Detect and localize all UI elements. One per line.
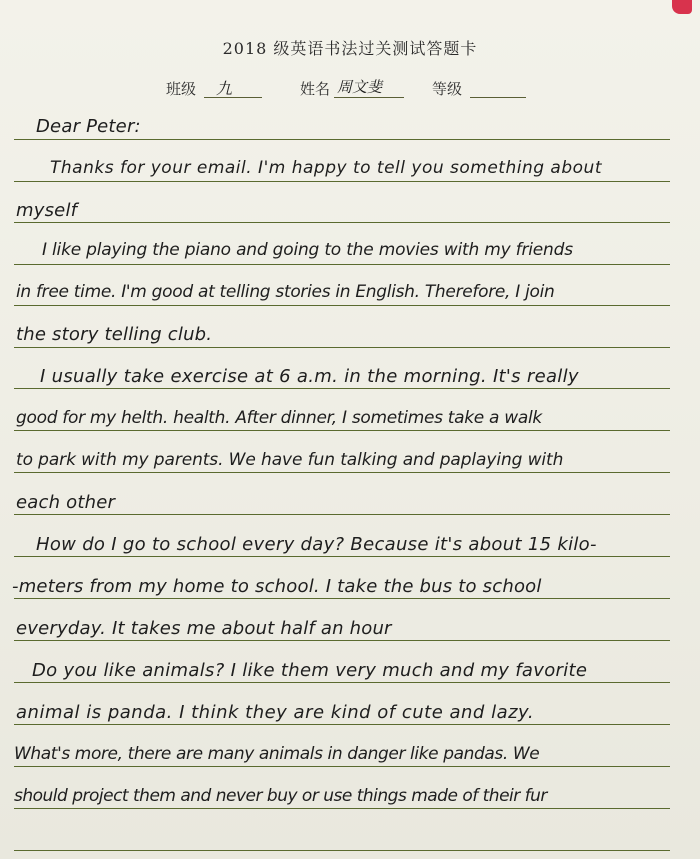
letter-line: I like playing the piano and going to the movies with my friends: [42, 240, 573, 260]
ruled-line: [14, 305, 670, 306]
letter-line: the story telling club.: [16, 324, 213, 345]
grade-blank: [470, 97, 526, 98]
letter-line: Thanks for your email. I'm happy to tell you something about: [50, 158, 602, 178]
ruled-line: [14, 222, 670, 223]
corner-mark: [672, 0, 692, 14]
letter-line: -meters from my home to school. I take the bus to school: [12, 576, 542, 597]
letter-line: What's more, there are many animals in danger like pandas. We: [14, 744, 540, 764]
letter-line: How do I go to school every day? Because it's about 15 kilo-: [36, 534, 597, 555]
letter-line: to park with my parents. We have fun talking and paplaying with: [16, 450, 564, 470]
letter-line: should project them and never buy or use things made of their fur: [14, 786, 547, 806]
letter-line: in free time. I'm good at telling stories in English. Therefore, I join: [16, 282, 555, 302]
ruled-line: [14, 264, 670, 265]
letter-line: animal is panda. I think they are kind of cute and lazy.: [16, 702, 535, 723]
name-label: 姓名: [300, 80, 331, 98]
ruled-line: [14, 766, 670, 767]
letter-line: each other: [16, 492, 116, 513]
ruled-line: [14, 850, 670, 851]
grade-label: 等级: [432, 80, 463, 98]
ruled-line: [14, 640, 670, 641]
letter-line: myself: [16, 200, 78, 221]
class-value: 九: [216, 79, 233, 98]
name-blank: [334, 97, 404, 98]
letter-line-greeting: Dear Peter:: [36, 116, 141, 137]
ruled-line: [14, 388, 670, 389]
ruled-line: [14, 181, 670, 182]
ruled-line: [14, 430, 670, 431]
letter-line: I usually take exercise at 6 a.m. in the morning. It's really: [40, 366, 579, 387]
name-value: 周文斐: [337, 78, 383, 96]
ruled-line: [14, 514, 670, 515]
ruled-line: [14, 808, 670, 809]
ruled-line: [14, 347, 670, 348]
ruled-line: [14, 724, 670, 725]
sheet-title: 2018 级英语书法过关测试答题卡: [222, 39, 478, 58]
letter-line: Do you like animals? I like them very much and my favorite: [32, 660, 588, 681]
class-blank: [204, 97, 262, 98]
ruled-line: [14, 472, 670, 473]
ruled-line: [14, 139, 670, 140]
class-label: 班级: [166, 80, 197, 98]
letter-line: good for my helth. health. After dinner, I sometimes take a walk: [16, 408, 542, 428]
ruled-line: [14, 598, 670, 599]
ruled-line: [14, 682, 670, 683]
student-info-row: [0, 76, 700, 102]
letter-line: everyday. It takes me about half an hour: [16, 618, 392, 639]
ruled-line: [14, 556, 670, 557]
